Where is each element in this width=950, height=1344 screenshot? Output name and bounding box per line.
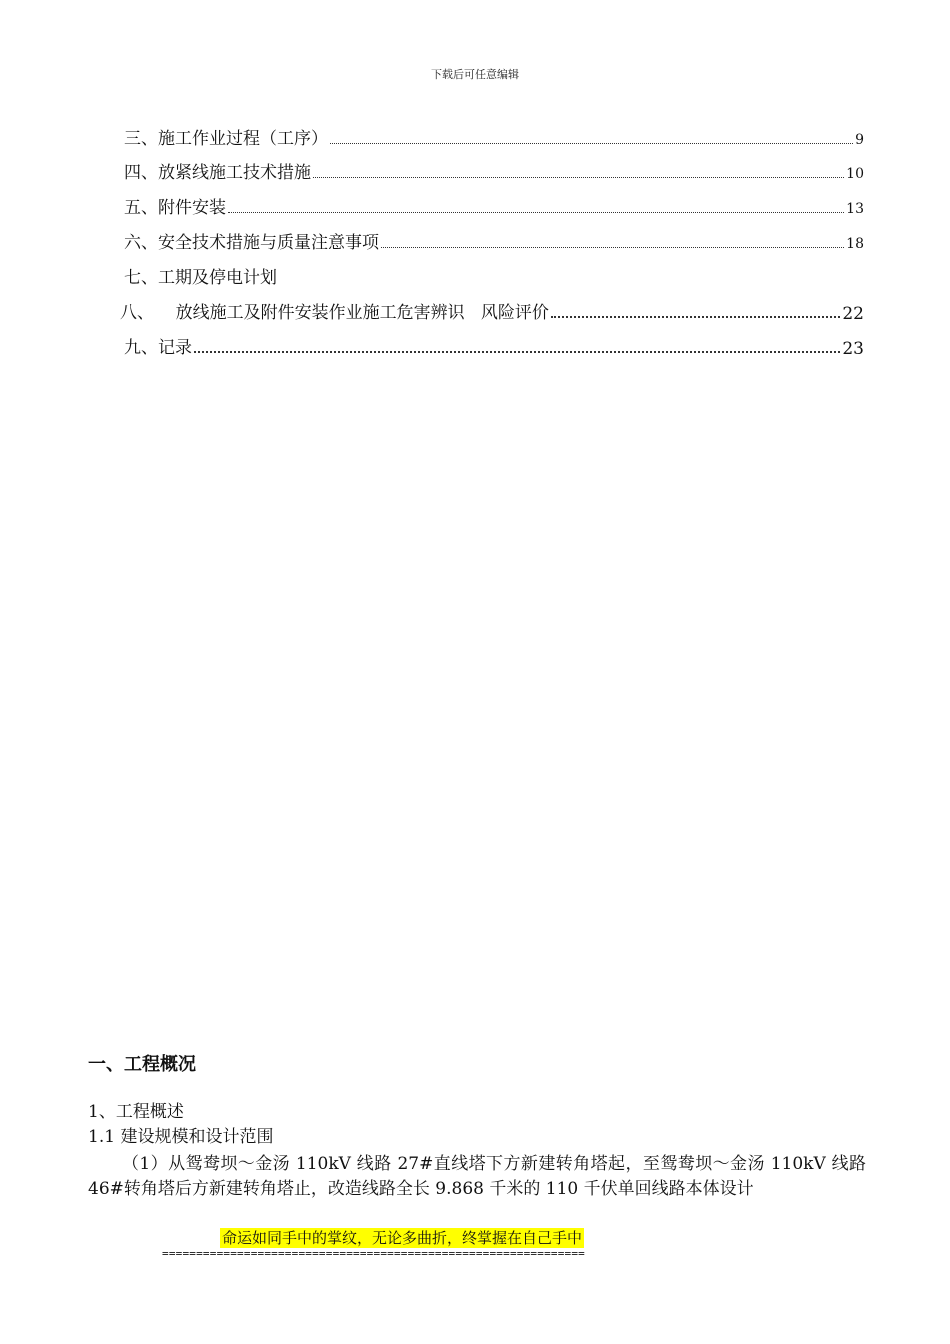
footer-divider: ==============================================================	[162, 1247, 585, 1260]
toc-leader	[228, 212, 844, 213]
toc-entry-page: 18	[846, 236, 864, 252]
toc-entry-page: 13	[846, 201, 864, 217]
toc-entry	[120, 300, 864, 324]
toc-entry-label: 四、放紧线施工技术措施	[124, 163, 311, 183]
toc-entry-label: 六、安全技术措施与质量注意事项	[124, 233, 379, 253]
footer-motto: 命运如同手中的掌纹，无论多曲折，终掌握在自己手中	[222, 1229, 583, 1247]
toc-leader	[194, 351, 840, 353]
section-title: 一、工程概况	[88, 1054, 196, 1075]
toc-entry-page: 22	[842, 304, 864, 324]
toc-entry-page: 10	[846, 166, 864, 182]
toc-entry-label: 八、 放线施工及附件安装作业施工危害辨识 风险评价	[120, 303, 549, 323]
toc-entry-label: 三、施工作业过程（工序）	[124, 129, 328, 149]
toc-entry	[124, 230, 864, 254]
subsection-heading: 1.1 建设规模和设计范围	[88, 1127, 274, 1147]
toc-leader	[381, 247, 844, 248]
toc-entry	[124, 195, 864, 219]
toc-leader	[330, 143, 853, 144]
toc-entry-label: 五、附件安装	[124, 198, 226, 218]
toc-entry	[124, 265, 864, 289]
toc-entry-page: 9	[855, 132, 864, 148]
toc-entry	[124, 160, 864, 184]
subsection-heading: 1、工程概述	[88, 1102, 184, 1122]
toc-entry	[124, 335, 864, 359]
toc-leader	[551, 316, 841, 318]
page-header: 下载后可任意编辑	[431, 68, 519, 81]
toc-entry-label: 九、记录	[124, 338, 192, 358]
toc-entry-page: 23	[842, 339, 864, 359]
body-paragraph: （1）从鸳鸯坝～金汤 110kV 线路 27#直线塔下方新建转角塔起，至鸳鸯坝～金汤 110kV 线路 46#转角塔后方新建转角塔止，改造线路全长 9.868 千米的 110 千伏单回线路本体设计	[88, 1154, 866, 1199]
toc-leader	[313, 177, 844, 178]
toc-entry-label: 七、工期及停电计划	[124, 268, 277, 288]
toc-entry	[124, 126, 864, 150]
